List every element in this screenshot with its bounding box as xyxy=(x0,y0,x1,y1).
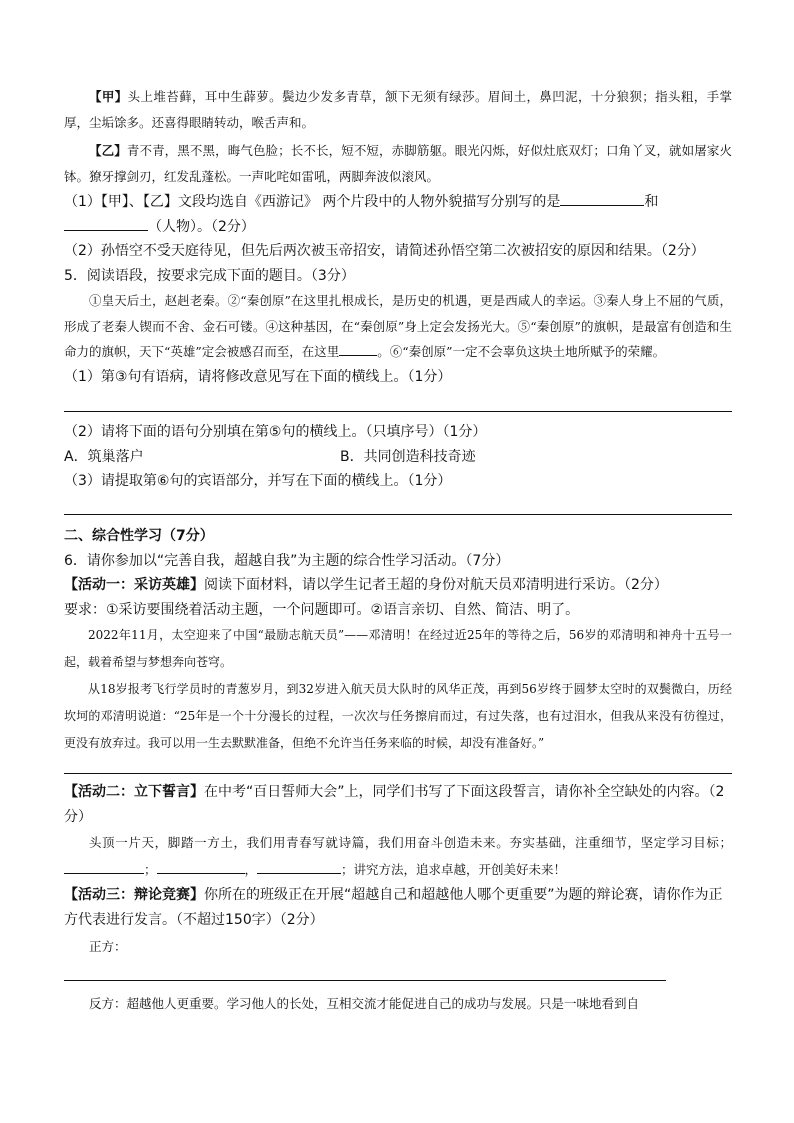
q4-sub1 xyxy=(64,190,732,239)
q5-title: 5．阅读语段，按要求完成下面的题目。（3分） xyxy=(64,267,355,284)
answer-line[interactable] xyxy=(64,411,732,412)
q4-sub2: （2）孙悟空不受天庭待见，但先后两次被玉帝招安，请简述孙悟空第二次被招安的原因和结果。（2分） xyxy=(64,243,705,259)
option-a: A．筑巢落户 xyxy=(64,448,144,465)
activity-3-label: 【活动三：辩论竞赛】 xyxy=(64,887,204,903)
answer-line[interactable] xyxy=(64,514,732,515)
material-p1: 2022年11月，太空迎来了中国“最励志航天员”——邓清明！在经过近25年的等待之后，56岁的邓清明和神舟十五号一起，载着希望与梦想奔向苍穹。 xyxy=(64,628,732,669)
q5-passage-a: ①皇天后土，赵赳老秦。②“秦创原”在这里扎根成长，是历史的机遇，更是西咸人的幸运。③秦人身上不屈的气质，形成了老秦人锲而不舍、金石可镂。④这种基因，在“秦创原”身上定会发扬光大。⑤“秦创原”的旗帜，是最富有创造和生命力的旗帜，天下“英雄”定会被感召而至，在这里 xyxy=(64,293,732,359)
q5-sub3: （3）请提取第⑥句的宾语部分，并写在下面的横线上。（1分） xyxy=(64,473,452,489)
section-heading: 二、综合性学习（7分） xyxy=(64,527,214,544)
material-p2: 从18岁报考飞行学员时的青葱岁月，到32岁进入航天员大队时的风华正茂，再到56岁终于圆梦太空时的双鬓微白，历经坎坷的邓清明说道：“25年是一个十分漫长的过程，一次次与任务擦肩而过，有过失落，也有过泪水，但我从来没有彷徨过，更没有放弃过。我可以用一生去默默准备，但绝不允许当任务来临的时候，却没有准备好。” xyxy=(64,682,732,750)
oath-sep-2: ， xyxy=(244,862,258,877)
answer-blank[interactable] xyxy=(257,859,341,874)
q4-sub1-suffix: （人物）。（2分） xyxy=(148,218,255,235)
q4-sub1-and: 和 xyxy=(644,194,659,210)
con-statement: 反方：超越他人更重要。学习他人的长处，互相交流才能促进自己的成功与发展。只是一味地看到自 xyxy=(89,996,640,1011)
activity-2 xyxy=(64,780,732,829)
oath-end: ；讲究方法，追求卓越，开创美好未来！ xyxy=(341,862,567,877)
yi-text: 青不青，黑不黑，晦气色脸；长不长，短不短，赤脚筋躯。眼光闪烁，好似灶底双灯；口角丫叉，就如屠家火钵。獠牙撑剑刃，红发乱蓬松。一声叱咤如雷吼，两脚奔波似滚风。 xyxy=(64,143,732,184)
passage-jia xyxy=(64,84,732,136)
activity-3-text: 你所在的班级正在开展“超越自己和超越他人哪个更重要”为题的辩论赛，请你作为正方代表进行发言。（不超过150字）（2分） xyxy=(64,887,723,928)
activity-2-label: 【活动二：立下誓言】 xyxy=(64,784,204,800)
q5-passage xyxy=(64,288,732,365)
pro-label: 正方： xyxy=(89,939,127,954)
activity-1-requirements: 要求：①采访要围绕着活动主题，一个问题即可。②语言亲切、自然、简洁、明了。 xyxy=(64,601,580,618)
answer-blank[interactable] xyxy=(64,859,144,874)
option-b: B．共同创造科技奇迹 xyxy=(340,448,476,465)
passage-yi xyxy=(64,138,732,190)
oath-start: 头顶一片天，脚踏一方土，我们用青春写就诗篇，我们用奋斗创造未来。夯实基础，注重细节，坚定学习目标； xyxy=(89,835,732,850)
answer-blank[interactable] xyxy=(339,341,377,356)
answer-blank[interactable] xyxy=(157,859,245,874)
yi-label: 【乙】 xyxy=(89,143,127,158)
activity-2-text: 在中考“百日誓师大会”上，同学们书写了下面这段誓言，请你补全空缺处的内容。（2分） xyxy=(64,784,725,825)
jia-label: 【甲】 xyxy=(89,89,128,104)
answer-blank[interactable] xyxy=(64,216,148,231)
answer-line[interactable] xyxy=(64,980,666,981)
activity-3 xyxy=(64,883,732,932)
q5-options xyxy=(64,445,732,470)
q4-sub1-prompt: （1）【甲】、【乙】文段均选自《西游记》 两个片段中的人物外貌描写分别写的是 xyxy=(64,194,561,210)
q6-title: 6．请你参加以“完善自我，超越自我”为主题的综合性学习活动。（7分） xyxy=(64,552,510,569)
oath-sep-1: ； xyxy=(144,862,157,877)
activity-1-label: 【活动一：采访英雄】 xyxy=(64,577,204,593)
exam-page xyxy=(64,84,732,1017)
activity-1-text: 阅读下面材料，请以学生记者王超的身份对航天员邓清明进行采访。（2分） xyxy=(204,577,668,593)
answer-line[interactable] xyxy=(64,773,732,774)
activity-1 xyxy=(64,573,732,598)
q5-sub2: （2）请将下面的语句分别填在第⑤句的横线上。（只填序号）（1分） xyxy=(64,424,487,440)
jia-text: 头上堆苔藓，耳中生薜萝。鬓边少发多青草，颔下无须有绿莎。眉间土，鼻凹泥，十分狼狈；指头粗，手掌厚，尘垢馀多。还喜得眼睛转动，喉舌声和。 xyxy=(64,89,732,130)
answer-blank[interactable] xyxy=(560,191,644,206)
q5-passage-b: 。⑥“秦创原”一定不会辜负这块土地所赋予的荣耀。 xyxy=(377,344,666,359)
q5-sub1: （1）第③句有语病，请将修改意见写在下面的横线上。（1分） xyxy=(64,368,452,385)
oath-text xyxy=(64,829,732,883)
